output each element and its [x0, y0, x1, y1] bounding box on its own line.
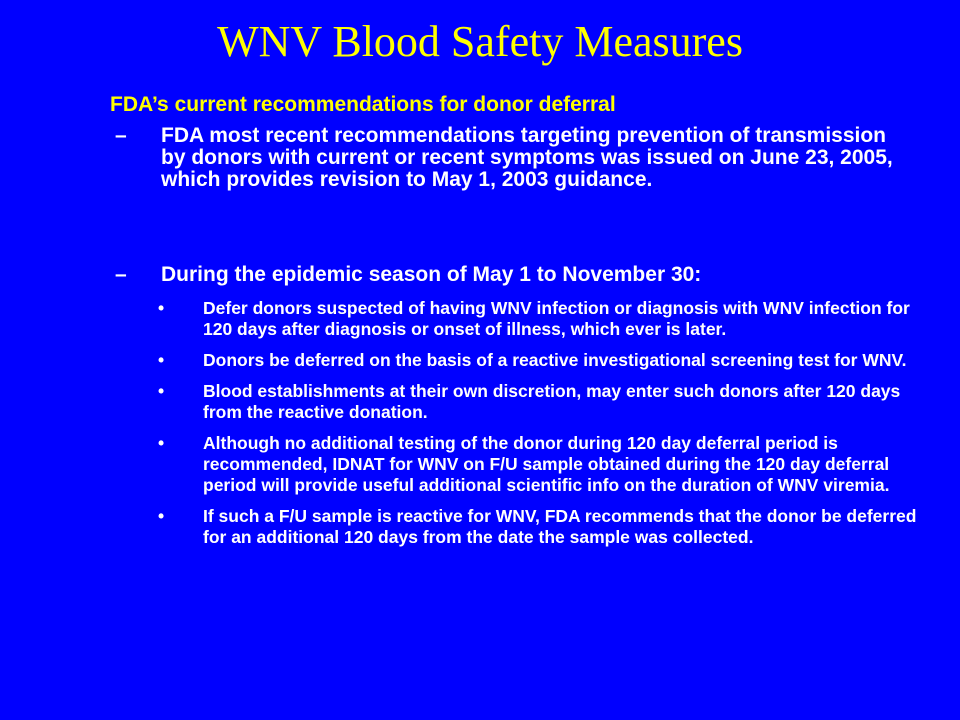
- bullet-marker: •: [158, 350, 165, 370]
- bullet-text: If such a F/U sample is reactive for WNV, FDA recommends that the donor be deferred for an additional 120 days from the date the sample was collected.: [203, 506, 917, 547]
- dash-item-text: FDA most recent recommendations targeting prevention of transmission by donors with current or recent symptoms was issued on June 23, 2005, which provides revision to May 1, 2003 guidance.: [161, 124, 893, 191]
- bullet-text: Donors be deferred on the basis of a reactive investigational screening test for WNV.: [203, 350, 907, 370]
- bullet-item: [158, 506, 938, 548]
- bullet-item: [158, 381, 938, 423]
- dash-marker: –: [115, 124, 127, 147]
- bullet-text: Blood establishments at their own discretion, may enter such donors after 120 days from the reactive donation.: [203, 381, 901, 422]
- bullet-marker: •: [158, 433, 165, 453]
- bullet-item: [158, 298, 938, 340]
- slide-title: WNV Blood Safety Measures: [217, 17, 743, 66]
- dash-item-text: During the epidemic season of May 1 to November 30:: [161, 263, 702, 286]
- bullet-text: Defer donors suspected of having WNV infection or diagnosis with WNV infection for 120 days after diagnosis or onset of illness, which ever is later.: [203, 298, 910, 339]
- bullet-item: [158, 350, 938, 371]
- bullet-marker: •: [158, 298, 165, 318]
- dash-marker: –: [115, 263, 127, 286]
- bullet-marker: •: [158, 506, 165, 526]
- bullet-marker: •: [158, 381, 165, 401]
- bullet-item: [158, 433, 938, 496]
- bullet-text: Although no additional testing of the donor during 120 day deferral period is recommended, IDNAT for WNV on F/U sample obtained during the 120 day deferral period will provide useful additional scientific info on the duration of WNV viremia.: [203, 433, 890, 495]
- section-heading: FDA’s current recommendations for donor deferral: [110, 93, 616, 116]
- bullet-list: [158, 298, 938, 558]
